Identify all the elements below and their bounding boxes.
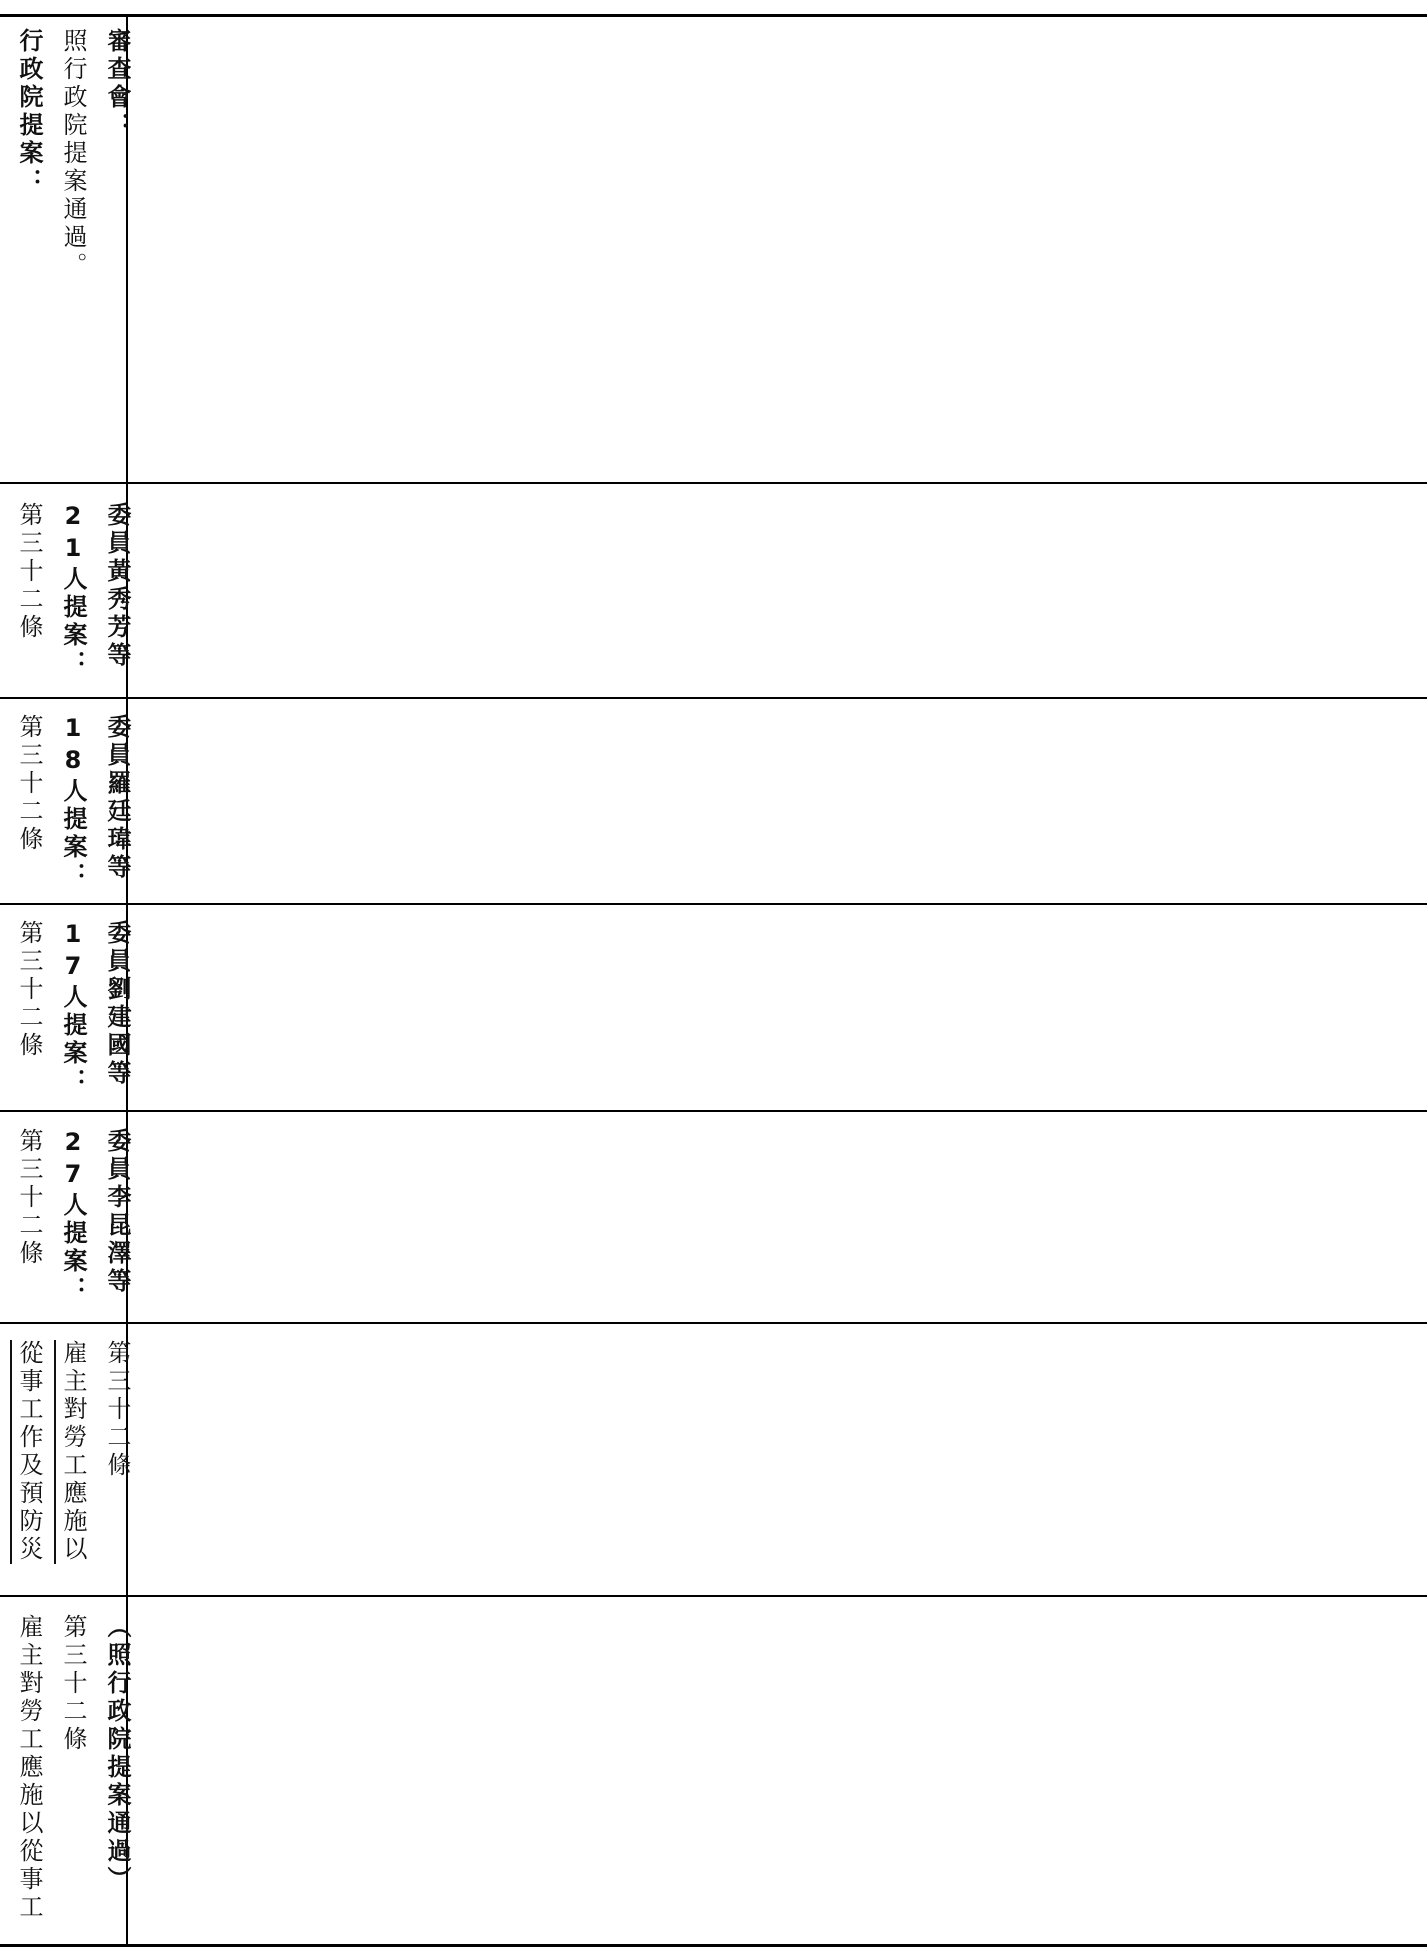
column-passed-text <box>0 1614 139 1936</box>
article-number: 第三十二條 <box>15 502 43 642</box>
article-number: 第三十二條 <box>15 920 43 1060</box>
column-executive-proposal <box>0 1340 139 1588</box>
committee-decision: 照行政院提案通過。 <box>59 28 87 280</box>
row-divider-4 <box>0 903 1427 905</box>
row-divider-3 <box>0 1110 1427 1112</box>
article-number: 第三十二條 <box>15 1128 43 1268</box>
paragraph-1 <box>0 502 7 692</box>
paragraph-1 <box>0 1128 7 1316</box>
column-header: 委員劉建國等17人提案： <box>59 920 131 1096</box>
paragraph-1 <box>0 714 7 898</box>
table-bottom-rule <box>0 1944 1427 1947</box>
paragraph-1 <box>0 920 7 1104</box>
paragraph-1: 雇主對勞工應施以從事工作及預防災 <box>15 1340 87 1564</box>
table-top-rule <box>0 14 1427 17</box>
column-huang-proposal <box>0 502 139 692</box>
column-header: 委員黃秀芳等21人提案： <box>59 502 131 678</box>
column-liu-proposal <box>0 920 139 1104</box>
executive-heading: 行政院提案： <box>15 28 43 196</box>
column-lee-proposal <box>0 1128 139 1316</box>
article-number: 第三十二條 <box>103 1340 131 1480</box>
column-header: 委員李昆澤等27人提案： <box>59 1128 131 1304</box>
row-divider-5 <box>0 697 1427 699</box>
column-header: （照行政院提案通過） <box>103 1614 131 1894</box>
article-number: 第三十二條 <box>59 1614 87 1754</box>
article-number: 第三十二條 <box>15 714 43 854</box>
committee-title: 審查會： <box>103 28 131 140</box>
row-divider-1 <box>0 1595 1427 1597</box>
row-divider-2 <box>0 1322 1427 1324</box>
column-lo-proposal <box>0 714 139 898</box>
column-explanation <box>0 28 139 474</box>
column-header: 委員羅廷瑋等18人提案： <box>59 714 131 890</box>
row-divider-6 <box>0 482 1427 484</box>
explanation-item-1 <box>0 28 7 474</box>
paragraph-1: 雇主對勞工應施以從事工 <box>15 1614 43 1922</box>
